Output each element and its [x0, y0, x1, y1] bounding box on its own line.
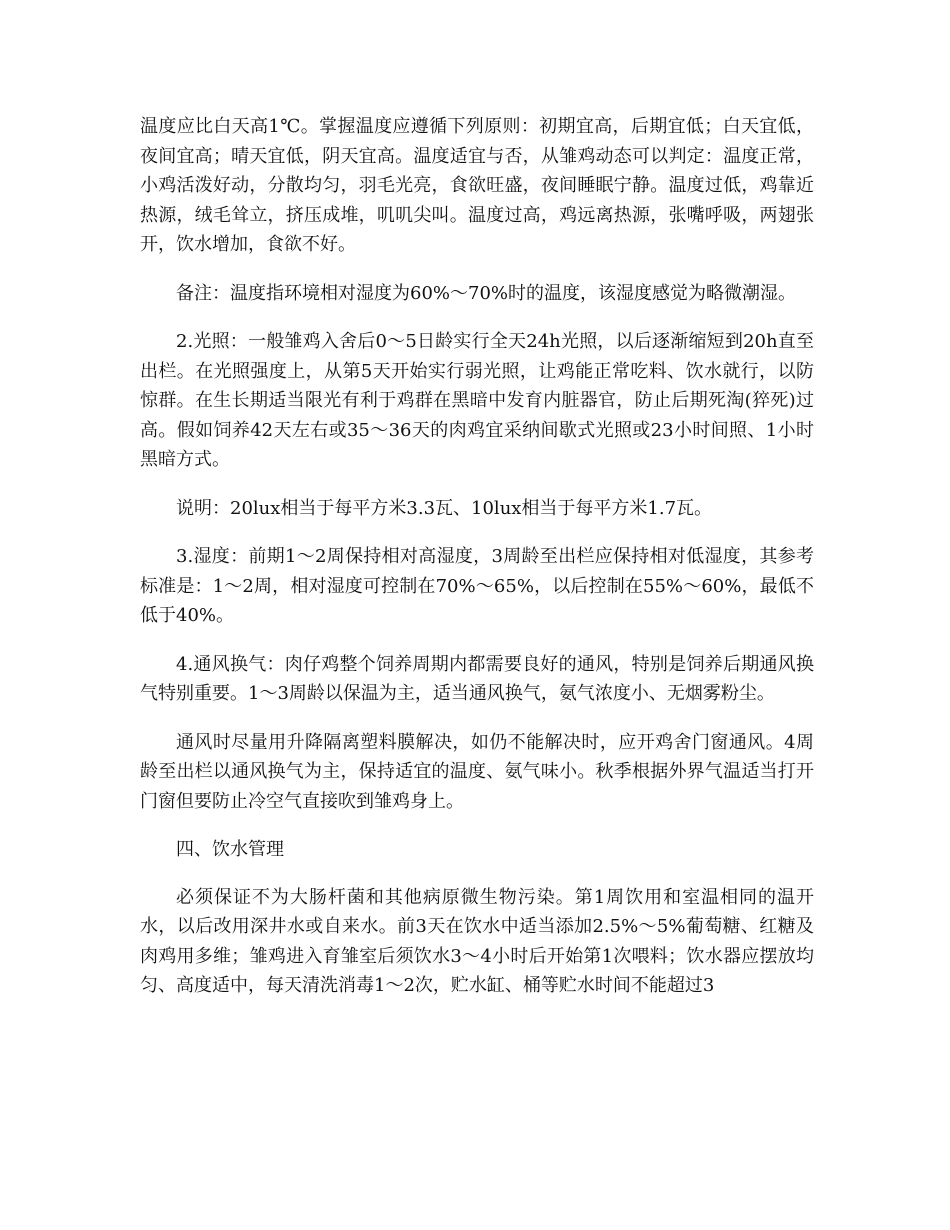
paragraph-ventilation-detail: 通风时尽量用升降隔离塑料膜解决，如仍不能解决时，应开鸡舍门窗通风。4周龄至出栏以通风换气为主，保持适宜的温度、氨气味小。秋季根据外界气温适当打开门窗但要防止冷空气直接吹到雏鸡身上。: [140, 731, 814, 812]
paragraph-lighting-note: 说明：20lux相当于每平方米3.3瓦、10lux相当于每平方米1.7瓦。: [176, 497, 713, 519]
paragraph-lighting: 2.光照：一般雏鸡入舍后0～5日龄实行全天24h光照，以后逐渐缩短到20h直至出栏。在光照强度上，从第5天开始实行弱光照，让鸡能正常吃料、饮水就行，以防惊群。在生长期适当限光有利于鸡群在黑暗中发育内脏器官，防止后期死淘(猝死)过高。假如饲养42天左右或35～36天的肉鸡宜采纳间歇式光照或23小时间照、1小时黑暗方式。: [140, 331, 814, 470]
paragraph-temperature-note: 备注：温度指环境相对湿度为60%～70%时的温度，该湿度感觉为略微潮湿。: [176, 282, 797, 304]
paragraph-humidity: 3.湿度：前期1～2周保持相对高湿度，3周龄至出栏应保持相对低湿度，其参考标准是：1～2周，相对湿度可控制在70%～65%，以后控制在55%～60%，最低不低于40%。: [140, 546, 814, 626]
section-heading: 四、饮水管理: [176, 839, 284, 860]
paragraph-water-management: 必须保证不为大肠杆菌和其他病原微生物污染。第1周饮用和室温相同的温开水，以后改用深井水或自来水。前3天在饮水中适当添加2.5%～5%葡萄糖、红糖及肉鸡用多维；雏鸡进入育雏室后须饮水3～4小时后开始第1次喂料；饮水器应摆放均匀、高度适中，每天清洗消毒1～2次，贮水缸、桶等贮水时间不能超过3: [140, 886, 814, 996]
paragraph-ventilation: 4.通风换气：肉仔鸡整个饲养周期内都需要良好的通风，特别是饲养后期通风换气特别重要。1～3周龄以保温为主，适当通风换气，氨气浓度小、无烟雾粉尘。: [140, 653, 814, 704]
paragraph-temperature-rules: 温度应比白天高1℃。掌握温度应遵循下列原则：初期宜高，后期宜低；白天宜低，夜间宜高；晴天宜低，阴天宜高。温度适宜与否，从雏鸡动态可以判定：温度正常，小鸡活泼好动，分散均匀，羽毛光亮，食欲旺盛，夜间睡眠宁静。温度过低，鸡靠近热源，绒毛耸立，挤压成堆，叽叽尖叫。温度过高，鸡远离热源，张嘴呼吸，两翅张开，饮水增加，食欲不好。: [140, 116, 814, 255]
